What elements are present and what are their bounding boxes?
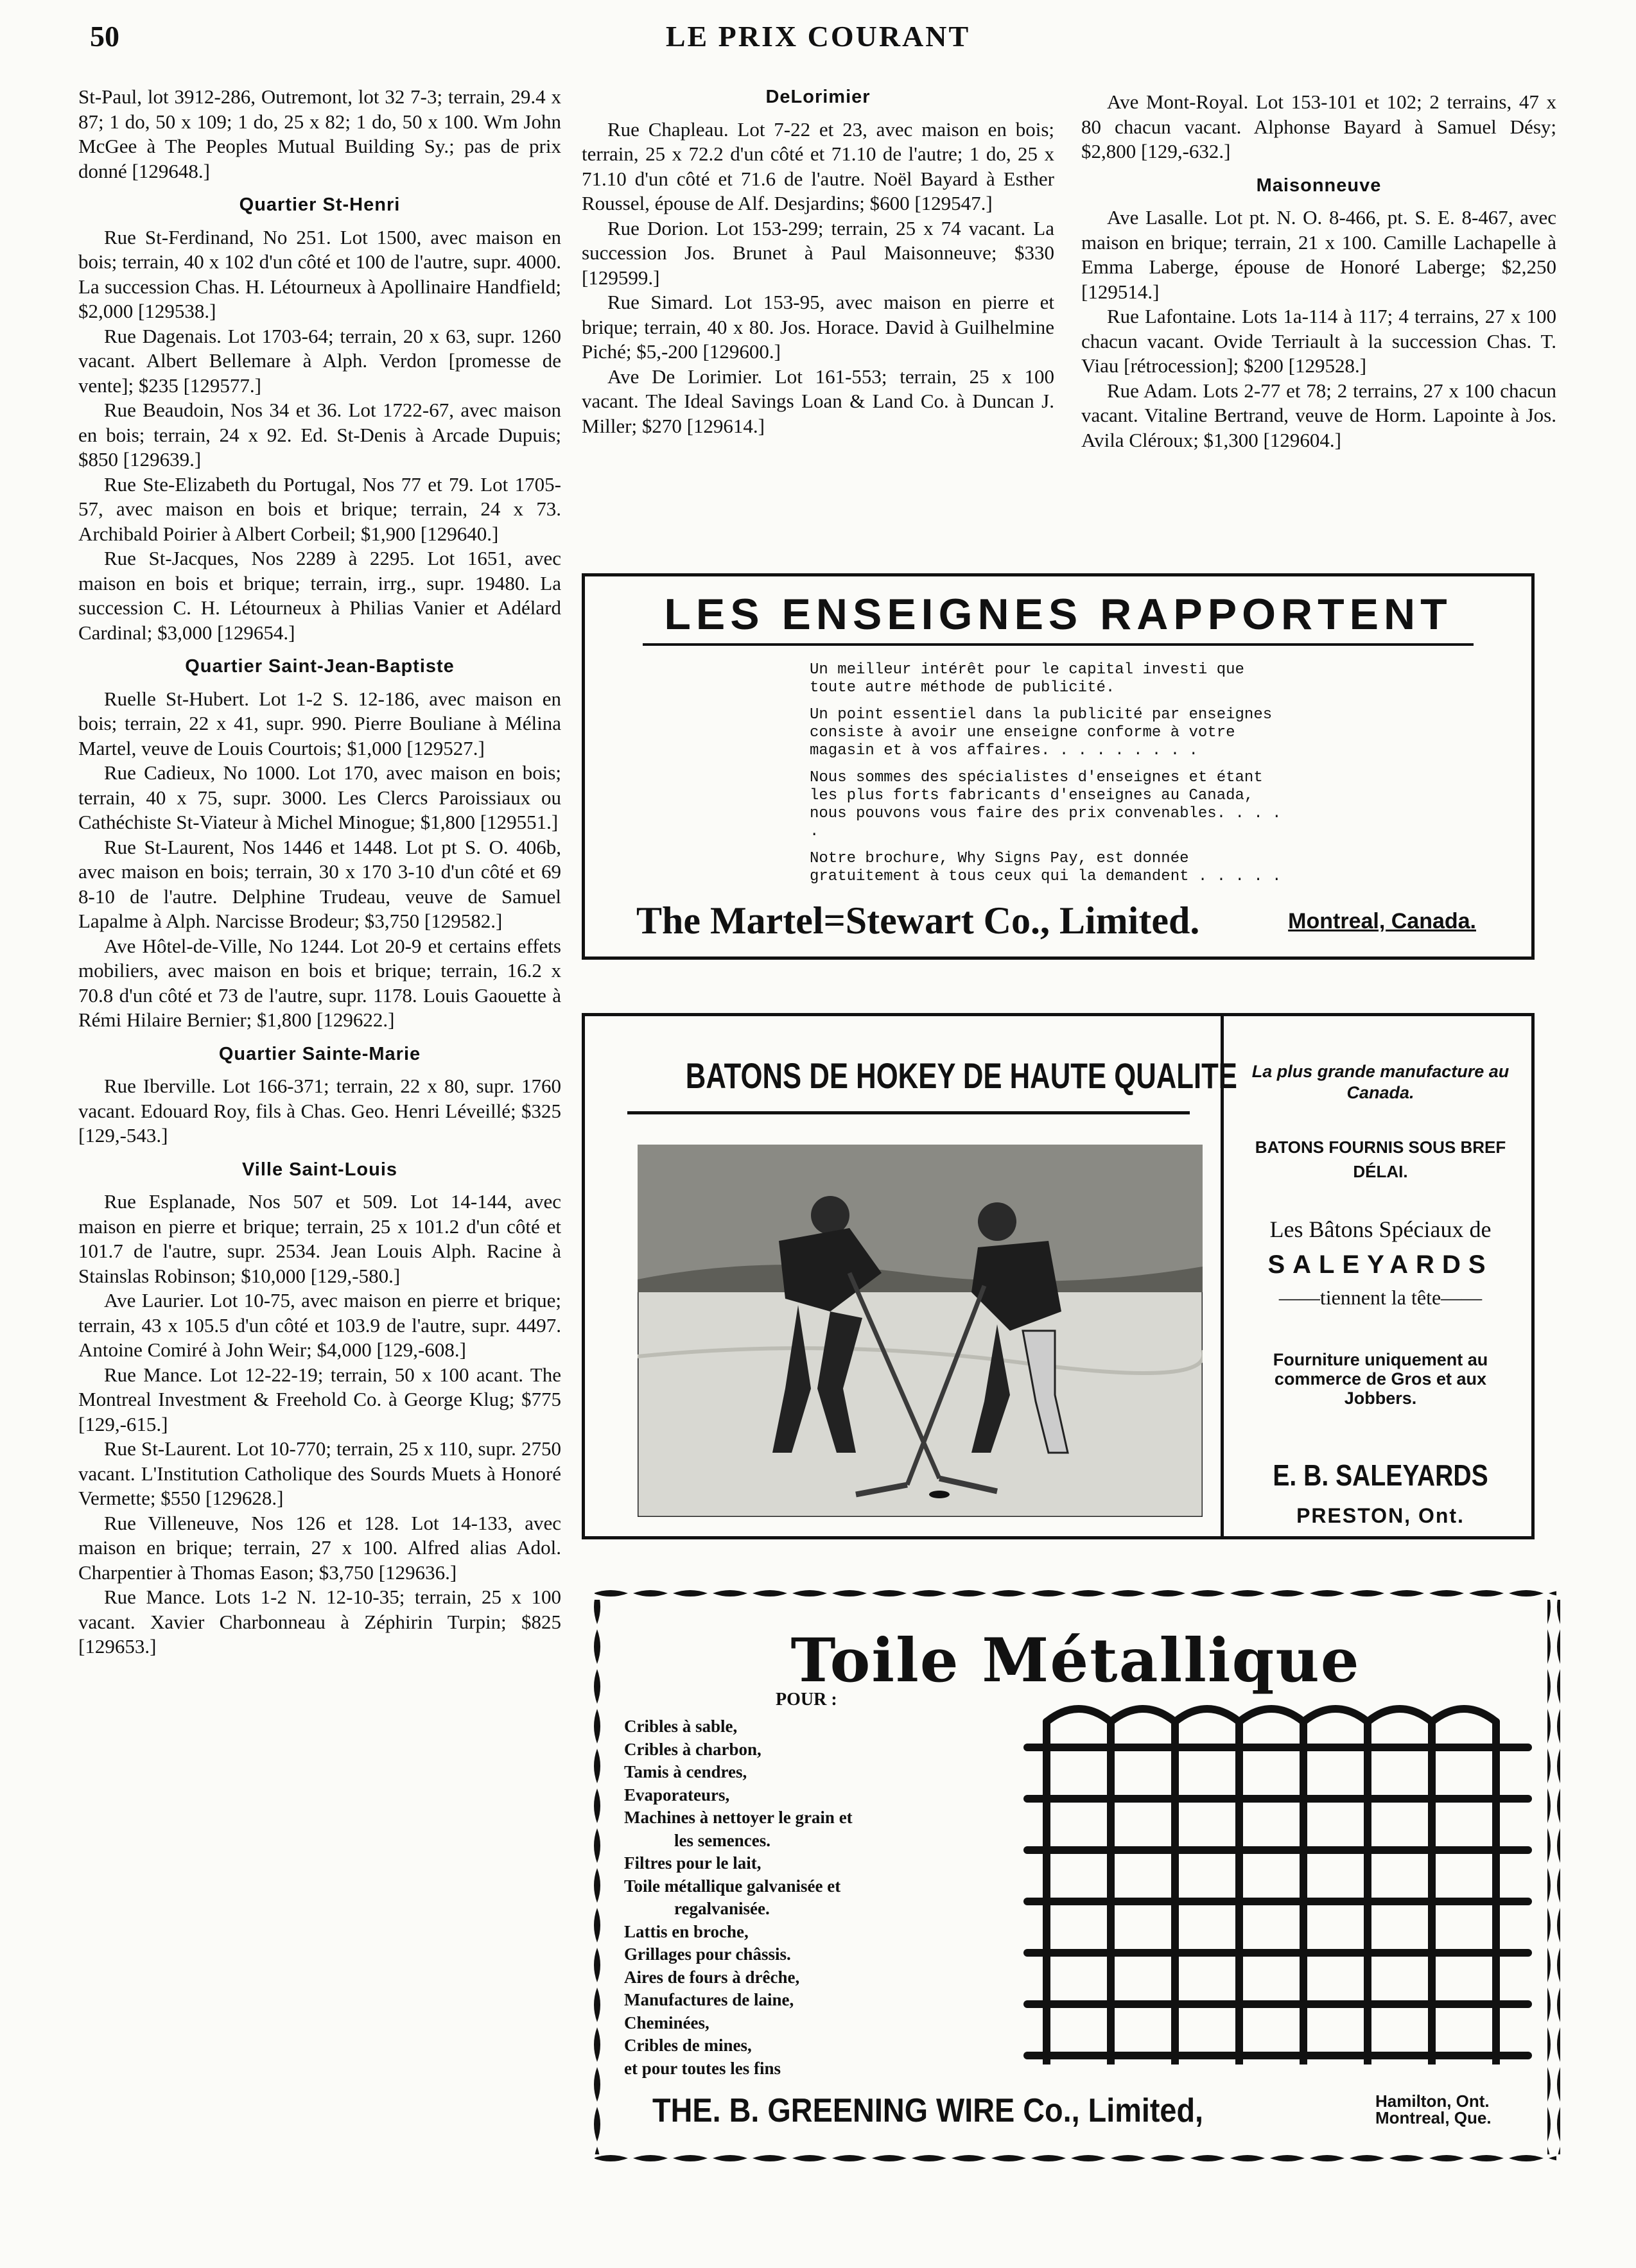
ad-text: Fourniture uniquement au commerce de Gros et aux Jobbers. [1273,1350,1488,1408]
entry: Rue Cadieux, No 1000. Lot 170, avec maison en bois; terrain, 40 x 75, supr. 3000. Les Clercs Paroissiaux ou Cathéchiste St-Viateur à Michel Minogue; $1,800 [129551.] [78,761,561,833]
list-item: Grillages pour châssis. [624,1944,791,1964]
ad-location: PRESTON, Ont. [1296,1504,1465,1527]
ad-text: POUR : [776,1690,837,1710]
entry: Ave Laurier. Lot 10-75, avec maison en pierre et brique; terrain, 43 x 105.5 d'un côté et 103.9 de l'autre, supr. 4497. Antoine Comiré à John Weir; $4,000 [129,-608.] [78,1289,561,1361]
ad-paragraph: Notre brochure, Why Signs Pay, est donnée gratuitement à tous ceux qui la demandent . . . . . [810,850,1282,885]
ad-location: Montreal, Canada. [1288,909,1476,933]
ad-enseignes [582,573,1535,960]
entry: Rue Adam. Lots 2-77 et 78; 2 terrains, 27 x 100 chacun vacant. Vitaline Bertrand, veuve de Horm. Lapointe à Jos. Avila Cléroux; $1,300 [129604.] [1081,379,1556,451]
list-item: Cribles de mines, [624,2036,752,2055]
section-heading: Quartier St-Henri [239,195,401,215]
section-heading: Quartier Saint-Jean-Baptiste [185,656,455,677]
section-heading: Ville Saint-Louis [241,1159,398,1180]
list-item: Toile métallique galvanisée et [624,1876,841,1896]
entry-continued: St-Paul, lot 3912-286, Outremont, lot 32 7-3; terrain, 29.4 x 87; 1 do, 50 x 109; 1 do, 25 x 82; 1 do, 50 x 100. Wm John McGee à The Peoples Mutual Building Sy.; pas de prix donné [129648.] [78,85,561,182]
list-item: Aires de fours à drêche, [624,1967,800,1987]
ad-paragraph: Un meilleur intérêt pour le capital investi que toute autre méthode de publicité. [810,661,1244,697]
entry: Rue Mance. Lot 12-22-19; terrain, 50 x 100 acant. The Montreal Investment & Freehold Co. à George Klug; $775 [129,-615.] [78,1363,561,1435]
entry: Rue St-Jacques, Nos 2289 à 2295. Lot 1651, avec maison en bois et brique; terrain, irrg., supr. 19480. La succession C. H. Létourneux à Philias Vanier et Adélard Cardinal; $3,000 [129654.] [78,547,561,644]
entry: Ruelle St-Hubert. Lot 1-2 S. 12-186, avec maison en bois; terrain, 22 x 41, supr. 990. Pierre Bouliane à Mélina Martel, veuve de Louis Courtois; $1,000 [129527.] [78,687,561,759]
ad-company: THE. B. GREENING WIRE Co., Limited, [652,2092,1204,2129]
entry: Rue Esplanade, Nos 507 et 509. Lot 14-144, avec maison en pierre et brique; terrain, 25 x 101.2 d'un côté et 101.7 de l'autre, supr. 2534. Jean Louis Alph. Racine à Stainslas Robinson; $10,000 [129,-580.] [78,1190,561,1287]
page-number: 50 [90,20,119,53]
ad-hockey-sticks [582,1013,1535,1539]
entry: Rue St-Laurent. Lot 10-770; terrain, 25 x 110, supr. 2750 vacant. L'Institution Catholique des Sourds Muets à Honoré Vermette; $550 [129628.] [78,1437,561,1509]
list-item: Tamis à cendres, [624,1762,747,1781]
entry: Ave Mont-Royal. Lot 153-101 et 102; 2 terrains, 47 x 80 chacun vacant. Alphonse Bayard à Samuel Désy; $2,800 [129,-632.] [1081,91,1556,162]
list-item: Cribles à sable, [624,1717,738,1736]
column-middle [582,85,1054,438]
list-item: et pour toutes les fins [624,2058,781,2078]
entry: Rue Dorion. Lot 153-299; terrain, 25 x 74 vacant. La succession Jos. Brunet à Paul Maisonneuve; $330 [129599.] [582,216,1054,289]
list-item: regalvanisée. [674,1899,770,1918]
ad-tagline: La plus grande manufacture au Canada. [1251,1062,1510,1102]
ad-text: Les Bâtons Spéciaux de [1269,1216,1492,1242]
column-left [78,85,561,1659]
ad-location [1375,2093,1492,2126]
divider [643,643,1474,646]
ad-body [810,661,1285,895]
entry: Rue Mance. Lots 1-2 N. 12-10-35; terrain, 25 x 100 vacant. Xavier Charbonneau à Zéphirin Turpin; $825 [129653.] [78,1586,561,1658]
page-title: LE PRIX COURANT [665,20,971,53]
entry: Rue St-Laurent, Nos 1446 et 1448. Lot pt S. O. 406b, avec maison en bois; terrain, 30 x 170 3-10 d'un côté et 69 8-10 de l'autre. Delphine Trudeau, veuve de Samuel Lapalme à Alph. Narcisse Brodeur; $3,750 [129582.] [78,835,561,932]
ad-paragraph: Un point essentiel dans la publicité par enseignes consiste à avoir une enseigne conforme à votre magasin et à vos affaires. . . . . . . . . [810,706,1273,759]
ad-company: The Martel=Stewart Co., Limited. [636,899,1200,942]
list-item: Evaporateurs, [624,1785,730,1805]
ad-brand: SALEYARDS [1267,1251,1493,1279]
entry: Ave Lasalle. Lot pt. N. O. 8-466, pt. S. E. 8-467, avec maison en brique; terrain, 21 x 100. Camille Lachapelle à Emma Laberge, épouse de Honoré Laberge; $2,250 [129514.] [1081,206,1556,303]
entry: Rue Iberville. Lot 166-371; terrain, 22 x 80, supr. 1760 vacant. Edouard Roy, fils à Chas. Geo. Henri Léveillé; $325 [129,-543.] [78,1075,561,1147]
column-right [1081,90,1556,453]
entry: Rue Villeneuve, Nos 126 et 128. Lot 14-133, avec maison en brique; terrain, 27 x 100. Alfred alias Adol. Charpentier à Thomas Eason; $3,750 [129636.] [78,1511,561,1584]
entry: Rue Beaudoin, Nos 34 et 36. Lot 1722-67, avec maison en bois; terrain, 24 x 92. Ed. St-Denis à Arcade Dupuis; $850 [129639.] [78,399,561,471]
ad-list [624,1715,1048,2080]
entry: Ave De Lorimier. Lot 161-553; terrain, 25 x 100 vacant. The Ideal Savings Loan & Land Co. à Duncan J. Miller; $270 [129614.] [582,365,1054,437]
entry: Rue Simard. Lot 153-95, avec maison en pierre et brique; terrain, 40 x 80. Jos. Horace. David à Guilhelmine Piché; $5,-200 [129600.] [582,291,1054,363]
ad-location-line: Montreal, Que. [1375,2108,1492,2127]
ad-paragraph: Nous sommes des spécialistes d'enseignes et étant les plus forts fabricants d'enseignes au Canada, nous pouvons vous faire des prix convenables. . . . . [810,769,1282,840]
ad-company: E. B. SALEYARDS [1273,1459,1488,1492]
list-item: Lattis en broche, [624,1921,749,1941]
list-item: les semences. [674,1830,770,1850]
entry: Rue Ste-Elizabeth du Portugal, Nos 77 et 79. Lot 1705-57, avec maison en bois et brique; terrain, 24 x 73. Archibald Poirier à Albert Corbeil; $1,900 [129640.] [78,472,561,545]
ad-text: ——tiennent la tête—— [1278,1286,1483,1309]
entry: Ave Hôtel-de-Ville, No 1244. Lot 20-9 et certains effets mobiliers, avec maison en bois et brique; terrain, 16.2 x 70.8 d'un côté et 73 de l'autre, supr. 1178. Louis Gaouette à Rémi Hilaire Bernier; $1,800 [129622.] [78,934,561,1031]
section-heading: Quartier Sainte-Marie [218,1043,421,1064]
ad-toile-metallique [591,1587,1560,2167]
list-item: Filtres pour le lait, [624,1853,761,1873]
list-item: Machines à nettoyer le grain et [624,1808,853,1827]
list-item: Cribles à charbon, [624,1739,761,1759]
divider [627,1111,1190,1114]
entry: Rue St-Ferdinand, No 251. Lot 1500, avec maison en bois; terrain, 40 x 102 d'un côté et 100 de l'autre, supr. 4000. La succession Chas. H. Létourneux à Apollinaire Handfield; $2,000 [129538.] [78,225,561,322]
section-heading: DeLorimier [765,87,871,107]
ad-headline: LES ENSEIGNES RAPPORTENT [664,590,1452,639]
ad-headline: Toile Métallique [790,1625,1361,1696]
ad-text: BATONS FOURNIS SOUS BREF DÉLAI. [1255,1138,1506,1181]
ad-location-line: Hamilton, Ont. [1375,2091,1490,2111]
section-heading: Maisonneuve [1256,175,1382,196]
wire-mesh-illustration [1021,1696,1535,2065]
entry: Rue Chapleau. Lot 7-22 et 23, avec maison en bois; terrain, 25 x 72.2 d'un côté et 71.10 de l'autre; 1 do, 25 x 71.10 d'un côté et 71.6 de l'autre. Noël Bayard à Esther Roussel, épouse de Alf. Desjardins; $600 [129547.] [582,117,1054,214]
hockey-players-photo [638,1145,1203,1517]
entry: Rue Lafontaine. Lots 1a-114 à 117; 4 terrains, 27 x 100 chacun vacant. Ovide Terriault à la succession Chas. T. Viau [rétrocession]; $200 [129528.] [1081,305,1556,377]
ad-headline: BATONS DE HOKEY DE HAUTE QUALITE [685,1055,1237,1096]
list-item: Manufactures de laine, [624,1990,794,2009]
list-item: Cheminées, [624,2013,709,2032]
divider [1221,1016,1224,1536]
entry: Rue Dagenais. Lot 1703-64; terrain, 20 x 63, supr. 1260 vacant. Albert Bellemare à Alph. Verdon [promesse de vente]; $235 [129577.] [78,324,561,397]
